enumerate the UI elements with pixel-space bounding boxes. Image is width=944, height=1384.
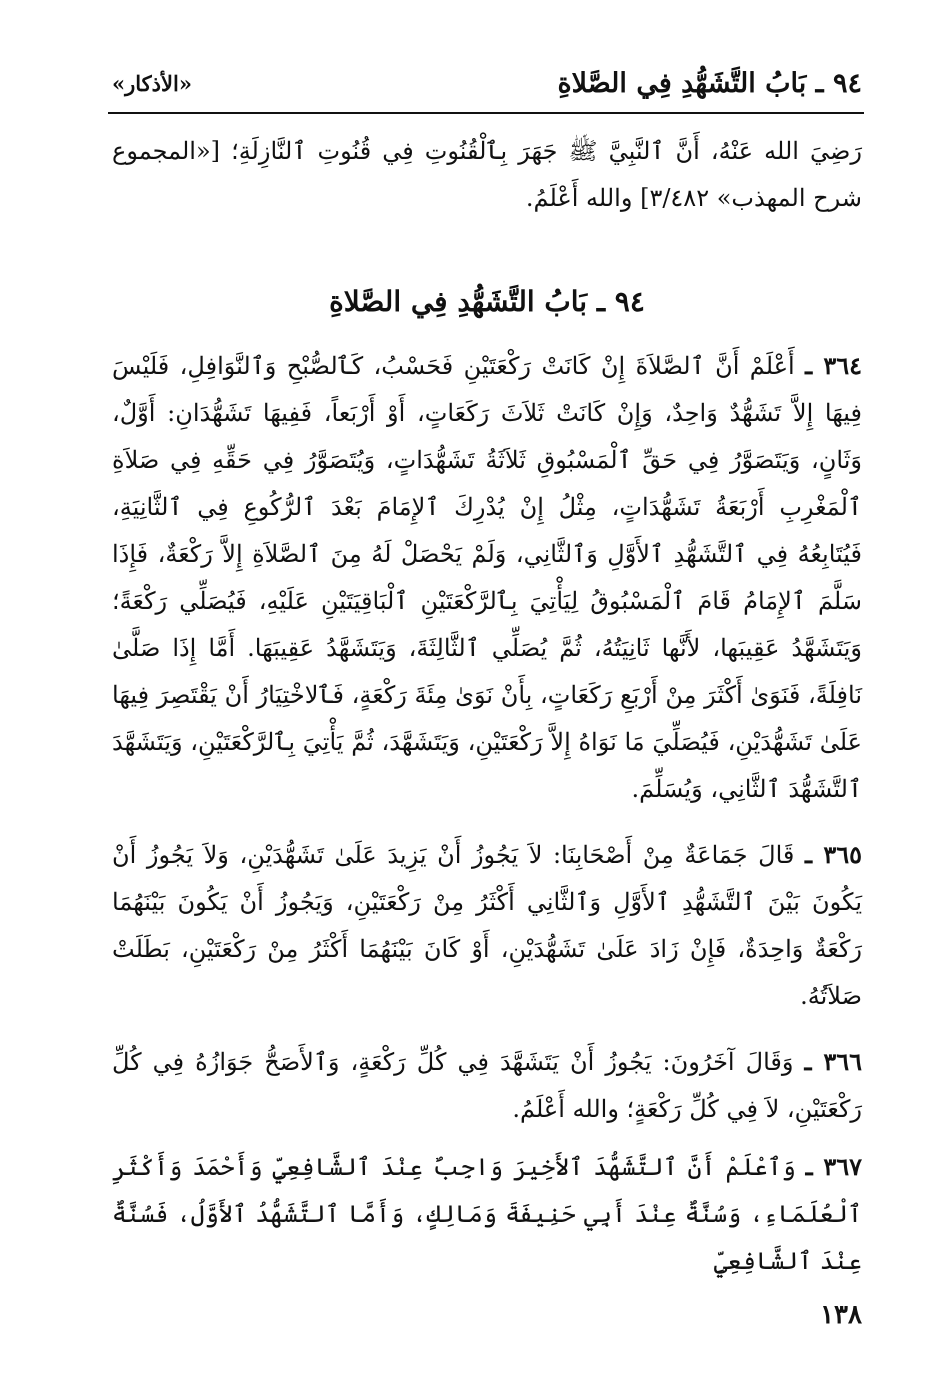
paragraph-364 xyxy=(112,342,862,813)
paragraph-text-366: وَقَالَ آخَرُونَ: يَجُوزُ أَنْ يَتَشَهَّدَ فِي كُلِّ رَكْعَةٍ، وَٱلأَصَحُّ جَوَازُهُ فِي كُلِّ رَكْعَتَيْنِ، لاَ فِي كُلِّ رَكْعَةٍ؛ والله أَعْلَمُ. xyxy=(112,1048,862,1123)
paragraph-text-367: وَٱعْلَمْ أَنَّ ٱلتَّشَهُّدَ ٱلأَخِيرَ وَاجِبٌ عِنْدَ ٱلشَّافِعِيِّ وَأَحْمَدَ وَأَكْثَرِ ٱلْعُلَمَاءِ، وَسُنَّةٌ عِنْدَ أَبِي حَنِيفَةَ وَمَالِكٍ، وَأَمَّا ٱلتَّشَهُّدُ ٱلأَوَّلُ، فَسُنَّةٌ عِنْدَ ٱلشَّافِعِيِّ xyxy=(112,1153,862,1275)
running-header xyxy=(112,58,862,108)
paragraph-number-365: ٣٦٥ ـ xyxy=(804,840,862,869)
paragraph-366 xyxy=(112,1038,862,1133)
paragraph-text-364: أَعْلَمْ أَنَّ ٱلصَّلاَةَ إِنْ كَانَتْ رَكْعَتَيْنِ فَحَسْبُ، كَٱلصُّبْحِ وَٱلنَّوَافِلِ، فَلَيْسَ فِيهَا إِلاَّ تَشَهُّدٌ وَاحِدٌ، وَإِنْ كَانَتْ ثَلاَثَ رَكَعَاتٍ، أَوْ أَرْبَعاً، فَفِيهَا تَشَهُّدَانِ: أَوَّلٌ، وَثَانٍ، وَيَتَصَوَّرُ فِي حَقِّ ٱلْمَسْبُوقِ ثَلاَثَةُ تَشَهُّدَاتٍ، وَيُتَصَوَّرُ فِي حَقِّهِ فِي صَلاَةِ ٱلْمَغْرِبِ أَرْبَعَةُ تَشَهُّدَاتٍ، مِثْلُ إِنْ يُدْرِكَ ٱلإِمَامَ بَعْدَ ٱلرُّكُوعِ فِي ٱلثَّانِيَةِ، فَيُتَابِعُهُ فِي ٱلتَّشَهُّدِ ٱلأَوَّلِ وَٱلثَّانِي، وَلَمْ يَحْصَلْ لَهُ مِنَ ٱلصَّلاَةِ إِلاَّ رَكْعَةٌ، فَإِذَا سَلَّمَ ٱلإِمَامُ قَامَ ٱلْمَسْبُوقُ لِيَأْتِيَ بِٱلرَّكْعَتَيْنِ ٱلْبَاقِيَتَيْنِ عَلَيْهِ، فَيُصَلِّي رَكْعَةً؛ وَيَتَشَهَّدُ عَقِيبَها، لأَنَّها ثَانِيَتُهُ، ثُمَّ يُصَلِّي ٱلثَّالِثَةَ، وَيَتَشَهَّدُ عَقِيبَهَا. أَمَّا إِذَا صَلَّىٰ نَافِلَةً، فَنَوَىٰ أَكْثَرَ مِنْ أَرْبَعِ رَكَعَاتٍ، بِأَنْ نَوَىٰ مِئَةَ رَكْعَةٍ، فَٱلاخْتِيَارُ أَنْ يَقْتَصِرَ فِيهَا عَلَىٰ تَشَهُّدَيْنِ، فَيُصَلِّيَ مَا نَوَاهُ إِلاَّ رَكْعَتَيْنِ، وَيَتَشَهَّدَ، ثُمَّ يَأْتِيَ بِٱلرَّكْعَتَيْنِ، وَيَتَشَهَّدَ ٱلتَّشَهُّدَ ٱلثَّانِي، وَيُسَلِّمَ. xyxy=(112,352,862,803)
intro-paragraph: رَضِيَ الله عَنْهُ، أَنَّ ٱلنَّبِيَّ ﷺ جَهَرَ بِٱلْقُنُوتِ فِي قُنُوتِ ٱلنَّازِلَةِ؛ [«المجموع شرح المهذب» ٣/٤٨٢] والله أَعْلَمُ. xyxy=(112,137,863,212)
running-header-chapter: ٩٤ ـ بَابُ التَّشَهُّدِ فِي الصَّلاةِ xyxy=(557,67,862,99)
paragraph-text-365: قَالَ جَمَاعَةٌ مِنْ أَصْحَابِنَا: لاَ يَجُوزُ أَنْ يَزِيدَ عَلَىٰ تَشَهُّدَيْنِ، وَلاَ يَجُوزُ أَنْ يَكُونَ بَيْنَ ٱلتَّشَهُّدِ ٱلأَوَّلِ وَٱلثَّانِي أَكْثَرُ مِنْ رَكْعَتَيْنِ، وَيَجُوزُ أَنْ يَكُونَ بَيْنَهُمَا رَكْعَةٌ وَاحِدَةٌ، فَإِنْ زَادَ عَلَىٰ تَشَهُّدَيْنِ، أَوْ كَانَ بَيْنَهُمَا أَكْثَرُ مِنْ رَكْعَتَيْنِ، بَطَلَتْ صَلاَتُهُ. xyxy=(112,841,862,1010)
paragraph-number-367: ٣٦٧ ـ xyxy=(805,1152,862,1181)
section-title: ٩٤ ـ بَابُ التَّشَهُّدِ فِي الصَّلاةِ xyxy=(329,285,645,318)
running-header-book-title: «الأذكار» xyxy=(112,70,192,96)
page-body xyxy=(112,128,862,1285)
paragraph-number-366: ٣٦٦ ـ xyxy=(804,1047,862,1076)
header-rule xyxy=(108,112,864,114)
paragraph-number-364: ٣٦٤ ـ xyxy=(805,351,862,380)
paragraph-365 xyxy=(112,831,862,1020)
page-number: ١٣٨ xyxy=(820,1300,862,1330)
paragraph-367 xyxy=(112,1143,862,1285)
